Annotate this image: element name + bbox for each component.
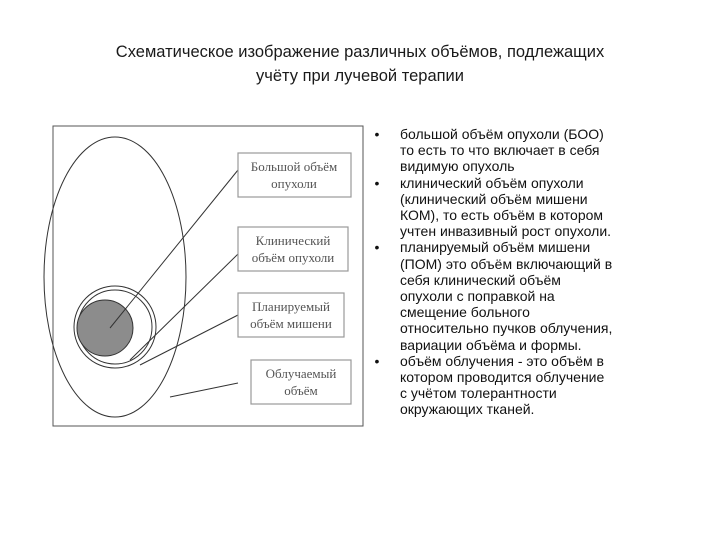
label-box-gross-line-1: Большой объём bbox=[250, 159, 338, 174]
label-box-clinical-line-2: объём опухоли bbox=[251, 250, 335, 265]
definition-item bbox=[372, 239, 692, 352]
slide-title-line-2: учёту при лучевой терапии bbox=[256, 67, 464, 85]
definition-line: (клинический объём мишени bbox=[400, 190, 588, 207]
bullet-marker: • bbox=[374, 239, 380, 256]
definition-line: объём облучения - это объём в bbox=[400, 352, 604, 369]
definition-line: опухоли с поправкой на bbox=[400, 288, 555, 305]
definition-line: относительно пучков облучения, bbox=[400, 320, 613, 337]
definition-line: учтен инвазивный рост опухоли. bbox=[400, 223, 612, 240]
slide-title-line-1: Схематическое изображение различных объёмов, подлежащих bbox=[115, 43, 605, 61]
definition-line: с учётом толерантности bbox=[400, 385, 557, 402]
label-box-gross-line-2: опухоли bbox=[271, 176, 317, 191]
gross-tumor-circle bbox=[77, 300, 133, 356]
label-box-planning-line-1: Планируемый bbox=[252, 299, 330, 314]
definition-line: КОМ), то есть объём в котором bbox=[400, 207, 604, 224]
label-box-planning bbox=[238, 293, 344, 337]
bullet-marker: • bbox=[374, 174, 380, 191]
label-box-irradiated-line-2: объём bbox=[284, 383, 318, 398]
definition-line: вариации объёма и формы. bbox=[400, 336, 582, 353]
definition-item bbox=[372, 175, 692, 240]
label-box-irradiated bbox=[251, 360, 351, 404]
label-box-clinical-line-1: Клинический bbox=[255, 233, 331, 248]
definition-line: смещение больного bbox=[400, 304, 530, 321]
definition-line: видимую опухоль bbox=[400, 158, 515, 175]
leader-line-irradiated bbox=[170, 383, 238, 397]
label-box-planning-line-2: объём мишени bbox=[250, 316, 332, 331]
definition-line: себя клинический объём bbox=[400, 271, 561, 288]
definition-line: окружающих тканей. bbox=[400, 401, 535, 418]
label-box-gross bbox=[238, 153, 351, 197]
definition-line: клинический объём опухоли bbox=[400, 174, 584, 191]
definition-line: планируемый объём мишени bbox=[400, 239, 591, 256]
definition-line: большой объём опухоли (БОО) bbox=[400, 126, 604, 142]
bullet-marker: • bbox=[374, 352, 380, 369]
leader-line-gross bbox=[110, 170, 238, 328]
label-box-irradiated-line-1: Облучаемый bbox=[265, 366, 337, 381]
definition-item bbox=[372, 126, 692, 175]
definition-item bbox=[372, 353, 692, 418]
definition-line: (ПОМ) это объём включающий в bbox=[400, 255, 613, 272]
irradiated-volume-oval bbox=[44, 137, 186, 417]
label-box-clinical bbox=[238, 227, 348, 271]
definition-line: котором проводится облучение bbox=[400, 369, 605, 386]
leader-line-planning bbox=[140, 315, 238, 365]
definitions-list bbox=[372, 126, 692, 418]
definition-line: то есть то что включает в себя bbox=[400, 142, 600, 159]
bullet-marker: • bbox=[374, 126, 380, 142]
